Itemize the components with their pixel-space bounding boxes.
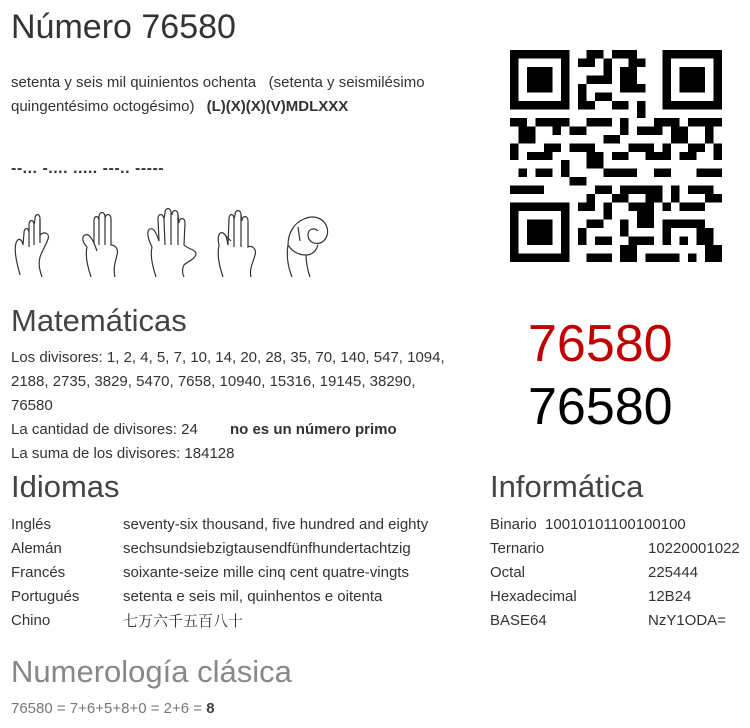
hand-sign-7-icon: [10, 205, 67, 280]
spanish-words: setenta y seis mil quinientos ochenta: [11, 74, 257, 91]
qr-code: [510, 50, 722, 262]
math-section: [11, 346, 451, 466]
table-row: [11, 560, 428, 584]
divisor-count: 24: [181, 421, 198, 438]
base-value: 10220001022: [648, 539, 740, 557]
language-name: Francés: [11, 563, 66, 581]
math-heading: Matemáticas: [11, 303, 187, 338]
divisor-sum-line: [11, 442, 451, 466]
base-label: Ternario: [490, 539, 545, 557]
base-value: 225444: [648, 563, 699, 581]
divisor-sum: 184128: [184, 445, 235, 462]
informatics-table: [490, 512, 740, 632]
morse-code: --... -.... ..... ---.. -----: [11, 160, 165, 177]
languages-table: [11, 512, 428, 632]
numerology-heading: Numerología clásica: [11, 654, 292, 689]
roman-numeral: (L)(X)(X)(V)MDLXXX: [206, 98, 349, 115]
number-display-red: 76580: [528, 315, 673, 373]
language-name: Alemán: [11, 539, 62, 557]
language-text: sechsundsiebzigtausendfünfhundertachtzig: [123, 539, 411, 557]
hand-sign-6-icon: [77, 205, 134, 280]
language-name: Inglés: [11, 515, 52, 533]
divisor-count-label: La cantidad de divisores:: [11, 421, 177, 438]
divisors-list: 1, 2, 4, 5, 7, 10, 14, 20, 28, 35, 70, 140, 547, 1094, 2188, 2735, 3829, 5470, 7658, 10940, 15316, 19145, 38290, 76580: [11, 349, 445, 414]
base-value: 12B24: [648, 587, 692, 605]
base-label: Octal: [490, 563, 526, 581]
ordinal-words: (setenta y seismilésimo quingentésimo octogésimo): [11, 74, 425, 115]
language-text: soixante-seize mille cinq cent quatre-vingts: [123, 563, 409, 581]
binary-label: Binario: [490, 515, 537, 533]
table-row: [490, 584, 740, 608]
binary-value: 10010101100100100: [545, 515, 686, 533]
hand-sign-0-icon: [278, 205, 335, 280]
language-text: setenta e seis mil, quinhentos e oitenta: [123, 587, 383, 605]
numerology-sum: 76580 = 7+6+5+8+0 = 2+6 =: [11, 700, 207, 717]
numerology-result: 8: [206, 700, 215, 717]
informatics-heading: Informática: [490, 469, 644, 504]
table-row: [490, 536, 740, 560]
hand-sign-5-icon: [144, 205, 201, 280]
base-label: Hexadecimal: [490, 587, 577, 605]
languages-heading: Idiomas: [11, 469, 120, 504]
table-row: [11, 608, 428, 632]
hand-sign-8-icon: [211, 205, 268, 280]
divisor-count-line: [11, 418, 451, 442]
base-label: BASE64: [490, 611, 547, 629]
divisor-sum-label: La suma de los divisores:: [11, 445, 181, 462]
prime-status: no es un número primo: [229, 421, 397, 438]
table-row: [11, 584, 428, 608]
table-row: [490, 608, 740, 632]
page-title: Número 76580: [11, 8, 236, 46]
base-value: NzY1ODA=: [648, 611, 726, 629]
language-text: seventy-six thousand, five hundred and eighty: [123, 515, 429, 533]
sign-language-digits: [10, 205, 335, 280]
language-name: Chino: [11, 611, 51, 629]
number-display-black: 76580: [528, 378, 673, 436]
table-row: [11, 512, 428, 536]
table-row: [490, 512, 740, 536]
language-name: Portugués: [11, 587, 80, 605]
divisors-label: Los divisores:: [11, 349, 103, 366]
divisors-line: [11, 346, 451, 418]
language-text: 七万六千五百八十: [123, 612, 244, 630]
table-row: [11, 536, 428, 560]
number-in-words: [11, 71, 471, 119]
table-row: [490, 560, 740, 584]
numerology-formula: [11, 700, 215, 717]
